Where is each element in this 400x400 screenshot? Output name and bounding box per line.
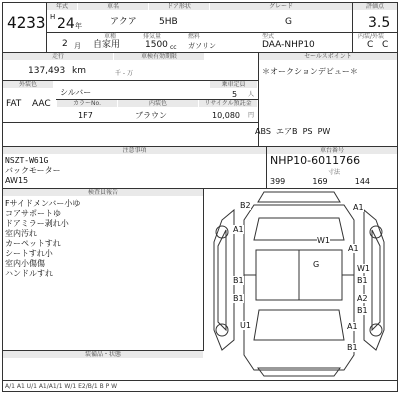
car-type: 5HB bbox=[159, 17, 178, 27]
displacement-value: 1500 bbox=[145, 40, 168, 50]
header-carname-label: 車名 bbox=[78, 3, 148, 10]
header-year-label: 年式 bbox=[47, 3, 77, 10]
recycle-label: リサイクル預託金 bbox=[199, 100, 257, 107]
footer-line bbox=[2, 380, 398, 381]
displacement-unit: cc bbox=[170, 44, 177, 51]
int-ext-label: 内装/外装 bbox=[358, 33, 385, 40]
damage-mark-b1: B1 bbox=[357, 306, 368, 315]
width-value: 169 bbox=[312, 177, 328, 186]
damage-mark-b1: B1 bbox=[347, 343, 358, 352]
height-value: 144 bbox=[354, 177, 371, 186]
interior-grade: C bbox=[367, 40, 374, 50]
damage-mark-b1: B1 bbox=[233, 276, 244, 285]
recycle-unit: 円 bbox=[248, 112, 255, 119]
length-value: 399 bbox=[270, 177, 286, 186]
notes-lines bbox=[5, 156, 61, 186]
chassis-label: 車台番号 bbox=[267, 147, 397, 154]
shift-value: FAT bbox=[6, 99, 22, 109]
row-line-3 bbox=[2, 122, 258, 123]
equipment-list bbox=[255, 127, 330, 137]
inspector-list bbox=[5, 199, 80, 279]
car-grade: G bbox=[285, 17, 292, 27]
inspector-item: 室内汚れ bbox=[5, 229, 37, 238]
damage-mark-a1: A1 bbox=[233, 225, 244, 234]
fuel-value: ガソリン bbox=[188, 42, 216, 50]
damage-mark-g: G bbox=[313, 260, 320, 269]
color-value: シルバー bbox=[60, 88, 92, 97]
chassis-value: NHP10-6011766 bbox=[270, 154, 361, 167]
damage-mark-u1: U1 bbox=[240, 321, 251, 330]
month-value: 2 bbox=[62, 39, 68, 49]
seats-unit: 人 bbox=[248, 91, 255, 98]
seats-value: 5 bbox=[232, 90, 238, 99]
inspector-item: 室内小傷傷 bbox=[5, 259, 45, 268]
sales-point-label: セールスポイント bbox=[259, 53, 397, 60]
inspection-label: 車検有効期限 bbox=[114, 53, 204, 60]
mileage-sub: 千 - 万 bbox=[115, 70, 133, 77]
footer-text: A/1 A1 U/1 A1/A1/1 W/1 E2/B/1 B P W bbox=[5, 383, 118, 390]
mileage-label: 走行 bbox=[3, 53, 113, 60]
model-label: 型式 bbox=[262, 33, 275, 40]
month-suffix: 月 bbox=[74, 42, 81, 50]
header-score-label: 評価点 bbox=[353, 3, 397, 10]
damage-mark-b2: B2 bbox=[240, 201, 251, 210]
exterior-grade: C bbox=[382, 40, 389, 50]
model-value: DAA-NHP10 bbox=[262, 40, 315, 50]
inspector-item: Fサイドメンバー小ゆ bbox=[5, 199, 81, 208]
interior-value: ブラウン bbox=[135, 111, 167, 120]
header-type-label: ドア形状 bbox=[149, 3, 209, 10]
header-grade-label: グレード bbox=[210, 3, 352, 10]
color-label: 外装色 bbox=[3, 81, 53, 88]
lot-number: 4233 bbox=[7, 13, 46, 32]
interior-label: 内装色 bbox=[118, 100, 198, 107]
ac-value: AAC bbox=[32, 99, 51, 109]
inspector-item: ハンドルすれ bbox=[5, 269, 53, 278]
inspector-item: ドアミラー剥れ小 bbox=[5, 219, 69, 228]
usage-label: 車種 bbox=[104, 33, 117, 40]
inspector-item: コアサポートゆ bbox=[5, 209, 61, 218]
car-name: アクア bbox=[110, 17, 137, 27]
notes-line: バックモーター bbox=[5, 166, 61, 175]
notes-label: 注意事項 bbox=[3, 147, 266, 154]
usage-value: 自家用 bbox=[93, 40, 121, 50]
damage-mark-a1: A1 bbox=[348, 244, 359, 253]
color-no-value: 1F7 bbox=[78, 111, 93, 120]
year-value: 24 bbox=[57, 16, 75, 32]
bottom-section-label: 装備品・状態 bbox=[3, 351, 203, 358]
equipment-pw: PW bbox=[317, 127, 331, 136]
year-suffix: 年 bbox=[75, 22, 82, 30]
inspector-item: シートすれ小 bbox=[5, 249, 53, 258]
score-divider bbox=[352, 3, 353, 52]
size-label: 寸法 bbox=[328, 169, 341, 176]
damage-mark-w1: W1 bbox=[317, 236, 330, 245]
notes-line: AW15 bbox=[5, 176, 29, 185]
sales-point-text: ＊オークションデビュー＊ bbox=[262, 67, 358, 76]
mileage-value: 137,493 bbox=[28, 66, 66, 76]
damage-mark-a2: A2 bbox=[357, 294, 368, 303]
damage-mark-a1: A1 bbox=[353, 203, 364, 212]
damage-mark-w1: W1 bbox=[357, 264, 370, 273]
damage-mark-b1: B1 bbox=[357, 276, 368, 285]
car-diagram bbox=[204, 190, 397, 380]
displacement-label: 排気量 bbox=[143, 33, 162, 40]
year-era: H bbox=[50, 13, 56, 21]
damage-mark-b1: B1 bbox=[233, 294, 244, 303]
equipment-ps: PS bbox=[302, 127, 313, 136]
color-no-label: カラーNo. bbox=[57, 100, 117, 107]
notes-line: NSZT-W61G bbox=[5, 156, 49, 165]
seats-label: 乗車定員 bbox=[210, 81, 257, 88]
equipment-abs: ABS bbox=[255, 127, 271, 136]
damage-mark-a1: A1 bbox=[347, 322, 358, 331]
equipment-airbag: エアB bbox=[276, 127, 298, 136]
header-row-divider bbox=[47, 32, 397, 33]
fuel-label: 燃料 bbox=[188, 33, 201, 40]
recycle-value: 10,080 bbox=[212, 111, 240, 120]
score-value: 3.5 bbox=[368, 15, 391, 31]
inspector-item: カーペットすれ bbox=[5, 239, 61, 248]
inspector-label: 検査員報告 bbox=[3, 189, 203, 196]
size-values bbox=[270, 177, 370, 186]
mileage-unit: km bbox=[72, 66, 86, 76]
